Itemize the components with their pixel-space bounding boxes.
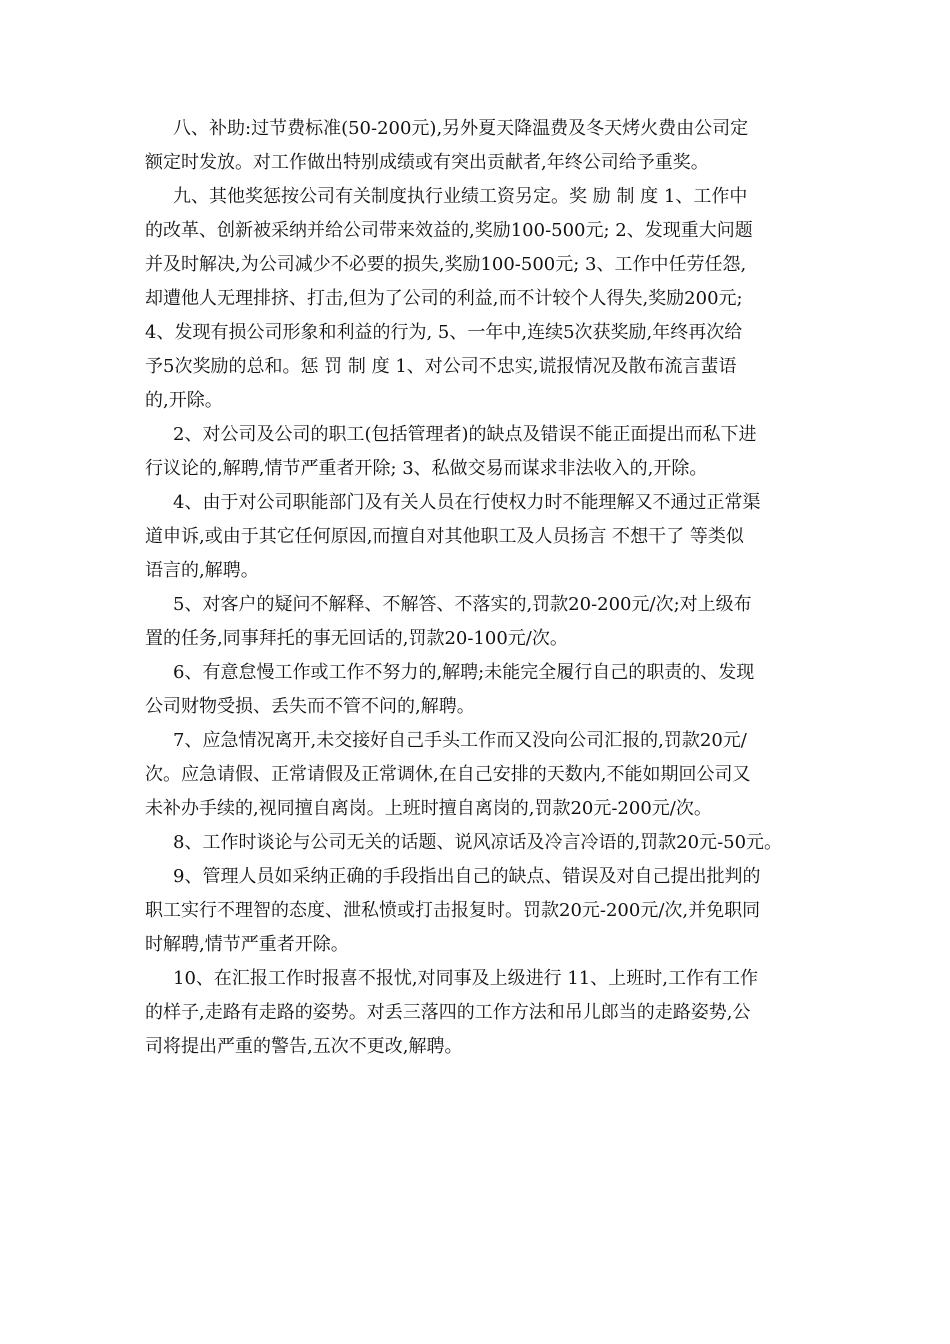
- text-line: 额定时发放。对工作做出特别成绩或有突出贡献者,年终公司给予重奖。: [145, 152, 709, 173]
- text-line: 置的任务,同事拜托的事无回话的,罚款20-100元/次。: [145, 628, 568, 649]
- text-line: 9、管理人员如采纳正确的手段指出自己的缺点、错误及对自己提出批判的: [173, 866, 761, 887]
- text-line: 道申诉,或由于其它任何原因,而擅自对其他职工及人员扬言 不想干了 等类似: [145, 526, 744, 547]
- document-body: [145, 112, 825, 1064]
- text-line: 并及时解决,为公司减少不必要的损失,奖励100-500元; 3、工作中任劳任怨,: [145, 254, 747, 275]
- text-line: 八、补助:过节费标准(50-200元),另外夏天降温费及冬天烤火费由公司定: [173, 118, 749, 139]
- text-line: 的改革、创新被采纳并给公司带来效益的,奖励100-500元; 2、发现重大问题: [145, 220, 753, 241]
- text-line: 公司财物受损、丢失而不管不问的,解聘。: [145, 696, 475, 717]
- text-line: 的,开除。: [145, 390, 223, 411]
- text-line: 予5次奖励的总和。惩 罚 制 度 1、对公司不忠实,谎报情况及散布流言蜚语: [145, 356, 737, 377]
- text-line: 次。应急请假、正常请假及正常调休,在自己安排的天数内,不能如期回公司又: [145, 764, 751, 785]
- text-line: 10、在汇报工作时报喜不报忧,对同事及上级进行 11、上班时,工作有工作: [173, 968, 758, 989]
- text-line: 却遭他人无理排挤、打击,但为了公司的利益,而不计较个人得失,奖励200元;: [145, 288, 743, 309]
- text-line: 4、发现有损公司形象和利益的行为, 5、一年中,连续5次获奖励,年终再次给: [145, 322, 743, 343]
- text-line: 行议论的,解聘,情节严重者开除; 3、私做交易而谋求非法收入的,开除。: [145, 458, 708, 479]
- text-line: 职工实行不理智的态度、泄私愤或打击报复时。罚款20元-200元/次,并免职同: [145, 900, 761, 921]
- text-line: 九、其他奖惩按公司有关制度执行业绩工资另定。奖 励 制 度 1、工作中: [173, 186, 748, 207]
- text-line: 语言的,解聘。: [145, 560, 259, 581]
- text-line: 的样子,走路有走路的姿势。对丢三落四的工作方法和吊儿郎当的走路姿势,公: [145, 1002, 751, 1023]
- text-line: 未补办手续的,视同擅自离岗。上班时擅自离岗的,罚款20元-200元/次。: [145, 798, 712, 819]
- text-line: 5、对客户的疑问不解释、不解答、不落实的,罚款20-200元/次;对上级布: [173, 594, 752, 615]
- text-line: 司将提出严重的警告,五次不更改,解聘。: [145, 1036, 463, 1057]
- text-line: 8、工作时谈论与公司无关的话题、说风凉话及冷言冷语的,罚款20元-50元。: [173, 832, 783, 853]
- text-line: 7、应急情况离开,未交接好自己手头工作而又没向公司汇报的,罚款20元/: [173, 730, 747, 751]
- text-line: 2、对公司及公司的职工(包括管理者)的缺点及错误不能正面提出而私下进: [173, 424, 757, 445]
- text-line: 时解聘,情节严重者开除。: [145, 934, 349, 955]
- text-line: 6、有意怠慢工作或工作不努力的,解聘;未能完全履行自己的职责的、发现: [173, 662, 755, 683]
- text-line: 4、由于对公司职能部门及有关人员在行使权力时不能理解又不通过正常渠: [173, 492, 761, 513]
